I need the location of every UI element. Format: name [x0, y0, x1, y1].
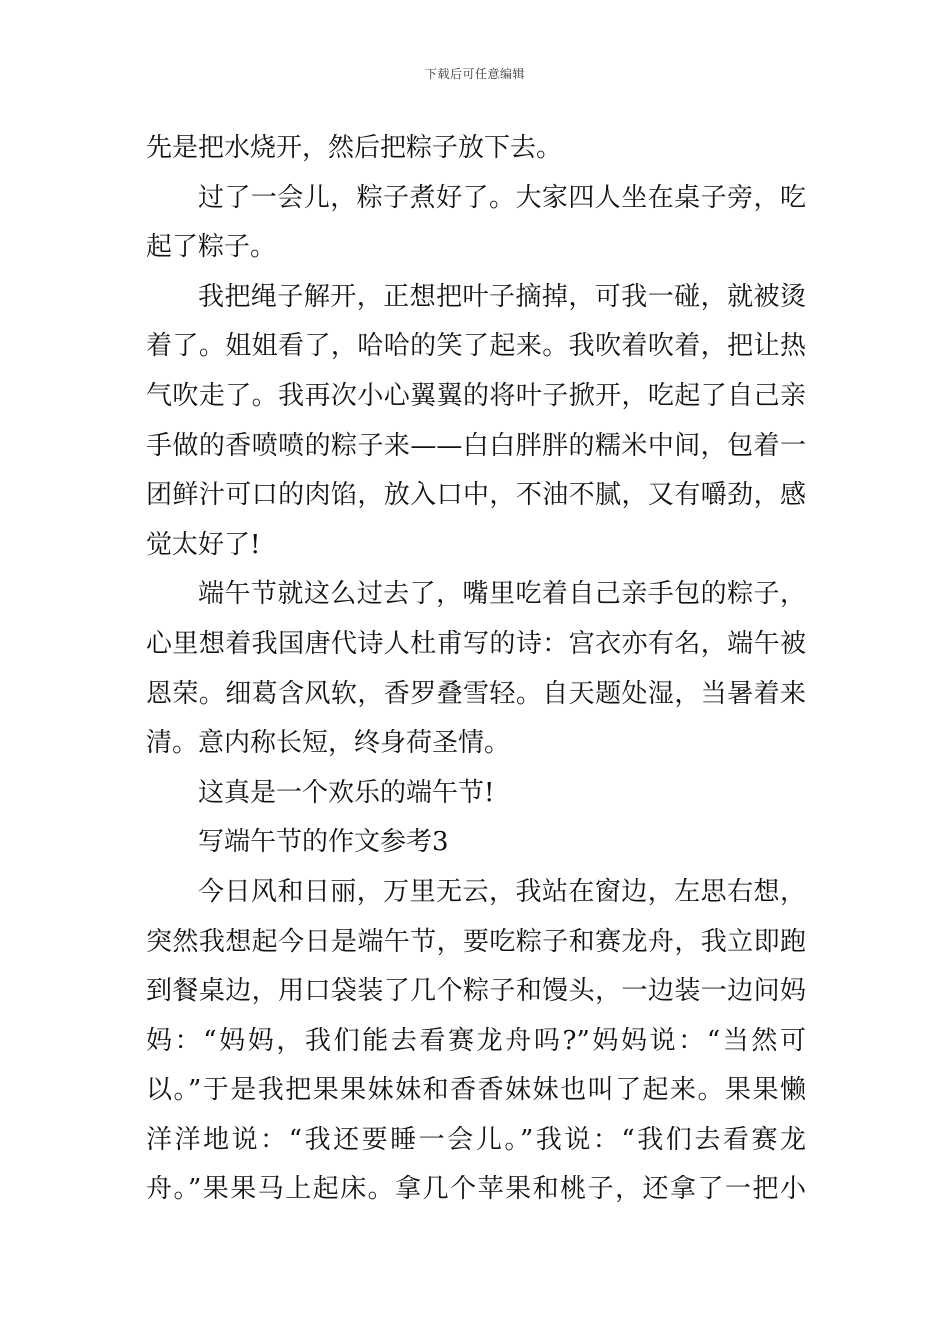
page-header: 下载后可任意编辑	[424, 67, 525, 81]
document-body	[146, 124, 806, 1215]
text-line: 团鲜汁可口的肉馅，放入口中，不油不腻，又有嚼劲，感	[146, 480, 806, 511]
text-line: 洋洋地说：“我还要睡一会儿。”我说：“我们去看赛龙	[146, 1124, 806, 1155]
text-line: 觉太好了!	[146, 529, 261, 560]
text-line: 恩荣。细葛含风软，香罗叠雪轻。自天题处湿，当暑着来	[146, 678, 806, 709]
text-line: 写端午节的作文参考3	[198, 827, 449, 858]
text-line: 到餐桌边，用口袋装了几个粽子和馒头，一边装一边问妈	[146, 976, 806, 1007]
text-line: 端午节就这么过去了，嘴里吃着自己亲手包的粽子，	[198, 579, 806, 610]
text-line: 心里想着我国唐代诗人杜甫写的诗：宫衣亦有名，端午被	[146, 628, 806, 659]
text-line: 我把绳子解开，正想把叶子摘掉，可我一碰，就被烫	[198, 281, 806, 312]
text-line: 先是把水烧开，然后把粽子放下去。	[146, 133, 563, 163]
text-line: 气吹走了。我再次小心翼翼的将叶子掀开，吃起了自己亲	[146, 380, 806, 411]
text-line: 突然我想起今日是端午节，要吃粽子和赛龙舟，我立即跑	[146, 926, 806, 957]
text-line: 今日风和日丽，万里无云，我站在窗边，左思右想，	[198, 876, 806, 907]
text-line: 以。”于是我把果果妹妹和香香妹妹也叫了起来。果果懒	[146, 1075, 806, 1106]
text-line: 清。意内称长短，终身荷圣情。	[146, 728, 511, 759]
text-line: 这真是一个欢乐的端午节!	[198, 777, 495, 808]
text-line: 舟。”果果马上起床。拿几个苹果和桃子，还拿了一把小	[146, 1174, 806, 1205]
text-line: 妈：“妈妈，我们能去看赛龙舟吗?”妈妈说：“当然可	[146, 1025, 806, 1056]
text-line: 过了一会儿，粽子煮好了。大家四人坐在桌子旁，吃	[198, 182, 806, 213]
text-line: 着了。姐姐看了，哈哈的笑了起来。我吹着吹着，把让热	[146, 331, 806, 362]
text-line: 起了粽子。	[146, 232, 277, 263]
text-line: 手做的香喷喷的粽子来——白白胖胖的糯米中间，包着一	[146, 430, 806, 461]
